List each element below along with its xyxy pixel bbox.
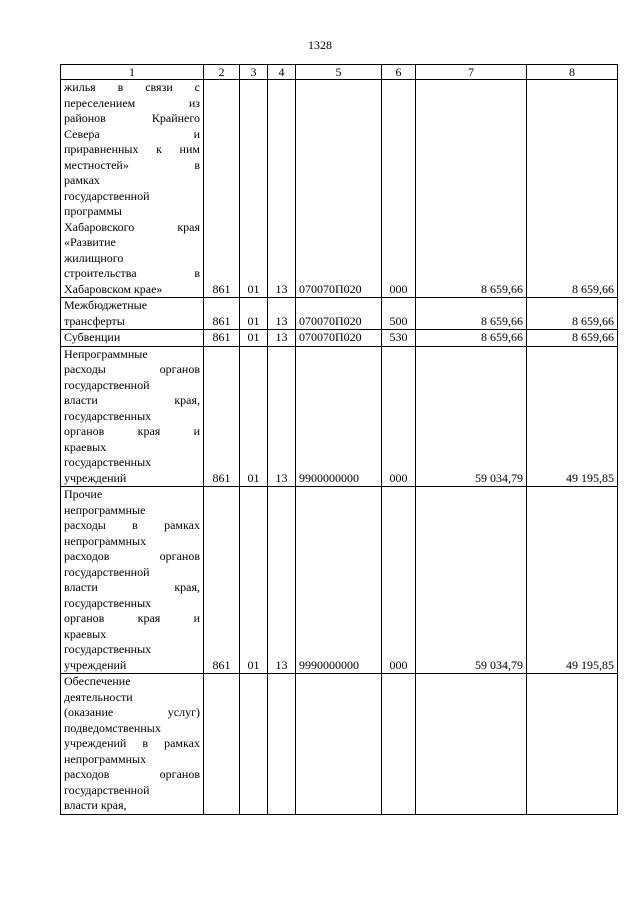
row-name-cell (61, 346, 204, 487)
admin-code-cell (204, 674, 240, 815)
expense-type-cell (382, 674, 416, 815)
row-name-line: органов края и (64, 424, 200, 438)
row-name-line: краевых (64, 439, 107, 454)
row-name-line: переселением из (64, 95, 200, 110)
subsection-cell: 13 (268, 346, 296, 487)
amount-year1-cell: 8 659,66 (416, 298, 527, 330)
row-name-line: жилья в связи с (64, 80, 200, 94)
row-name-cell (61, 80, 204, 298)
row-name-line: Севера и (64, 126, 200, 141)
row-name-cell (61, 487, 204, 674)
amount-year2-cell: 8 659,66 (527, 80, 618, 298)
row-name-line: расходы в рамках (64, 518, 200, 532)
amount-year2-cell: 49 195,85 (527, 487, 618, 674)
row-name-line: расходов органов (64, 549, 200, 563)
section-cell (240, 674, 268, 815)
amount-year2-cell: 8 659,66 (527, 298, 618, 330)
row-name-line: приравненных к ним (64, 142, 200, 156)
row-name-line: Межбюджетные (64, 298, 148, 312)
row-name-line: непрограммных (64, 533, 147, 548)
admin-code-cell: 861 (204, 80, 240, 298)
target-article-cell: 9990000000 (296, 487, 382, 674)
table-row (61, 80, 618, 298)
column-header: 6 (382, 65, 416, 80)
column-header: 7 (416, 65, 527, 80)
amount-year2-cell: 8 659,66 (527, 330, 618, 347)
row-name-line: государственной (64, 564, 150, 579)
row-name-line: государственных (64, 408, 152, 423)
row-name-line: жилищного (64, 250, 124, 265)
amount-year1-cell: 8 659,66 (416, 330, 527, 347)
row-name-line: Непрограммные (64, 346, 148, 361)
row-name-line: Прочие (64, 487, 103, 501)
row-name-line: государственной (64, 188, 150, 203)
row-name-line: государственных (64, 642, 152, 656)
admin-code-cell: 861 (204, 487, 240, 674)
amount-year2-cell (527, 674, 618, 815)
row-name-line: (оказание услуг) (64, 705, 200, 719)
subsection-cell (268, 674, 296, 815)
row-name-line: государственной (64, 782, 150, 797)
expense-type-cell: 500 (382, 298, 416, 330)
row-name-line: государственной (64, 377, 150, 392)
page-number: 1328 (308, 38, 332, 52)
row-name-line: непрограммные (64, 502, 146, 517)
target-article-cell: 070070П020 (296, 330, 382, 347)
row-name-cell (61, 298, 204, 330)
table-row (61, 674, 618, 815)
row-name-line: власти края, (64, 393, 200, 407)
table-row (61, 298, 618, 330)
admin-code-cell: 861 (204, 330, 240, 347)
column-header: 5 (296, 65, 382, 80)
amount-year1-cell: 59 034,79 (416, 346, 527, 487)
row-name-line: краевых (64, 626, 107, 641)
column-header: 3 (240, 65, 268, 80)
budget-table (60, 64, 618, 815)
subsection-cell: 13 (268, 330, 296, 347)
amount-year1-cell: 8 659,66 (416, 80, 527, 298)
section-cell: 01 (240, 346, 268, 487)
row-name-line: местностей» в (64, 157, 200, 172)
row-name-line: рамках (64, 173, 100, 187)
section-cell: 01 (240, 487, 268, 674)
amount-year1-cell (416, 674, 527, 815)
section-cell: 01 (240, 330, 268, 347)
subsection-cell: 13 (268, 298, 296, 330)
admin-code-cell: 861 (204, 346, 240, 487)
target-article-cell (296, 674, 382, 815)
row-name-line: Субвенции (64, 330, 121, 344)
subsection-cell: 13 (268, 80, 296, 298)
target-article-cell: 9900000000 (296, 346, 382, 487)
row-name-line: государственных (64, 455, 152, 469)
row-name-line: власти края, (64, 798, 127, 812)
row-name-line: строительства в (64, 266, 200, 280)
amount-year2-cell: 49 195,85 (527, 346, 618, 487)
column-header: 2 (204, 65, 240, 80)
row-name-line: Хабаровского края (64, 219, 200, 234)
row-name-line: трансферты (64, 313, 125, 328)
row-name-line: учреждений (64, 657, 127, 672)
target-article-cell: 070070П020 (296, 298, 382, 330)
expense-type-cell: 000 (382, 80, 416, 298)
row-name-line: районов Крайнего (64, 111, 200, 125)
row-name-line: «Развитие (64, 235, 116, 249)
expense-type-cell: 530 (382, 330, 416, 347)
admin-code-cell: 861 (204, 298, 240, 330)
row-name-line: учреждений в рамках (64, 736, 200, 750)
row-name-line: подведомственных (64, 720, 161, 735)
section-cell: 01 (240, 298, 268, 330)
section-cell: 01 (240, 80, 268, 298)
row-name-line: расходов органов (64, 767, 200, 781)
column-header: 8 (527, 65, 618, 80)
expense-type-cell: 000 (382, 487, 416, 674)
row-name-line: Обеспечение (64, 674, 131, 688)
header-row (61, 65, 618, 80)
row-name-line: учреждений (64, 470, 127, 485)
table-row (61, 330, 618, 347)
expense-type-cell: 000 (382, 346, 416, 487)
row-name-line: программы (64, 204, 122, 218)
amount-year1-cell: 59 034,79 (416, 487, 527, 674)
row-name-line: Хабаровском крае» (64, 281, 163, 296)
table-row (61, 487, 618, 674)
subsection-cell: 13 (268, 487, 296, 674)
column-header: 1 (61, 65, 204, 80)
row-name-line: власти края, (64, 580, 200, 594)
column-header: 4 (268, 65, 296, 80)
table-row (61, 346, 618, 487)
row-name-line: государственных (64, 595, 152, 610)
row-name-cell (61, 674, 204, 815)
row-name-line: деятельности (64, 689, 133, 704)
row-name-line: непрограммных (64, 751, 147, 766)
row-name-line: расходы органов (64, 362, 200, 376)
target-article-cell: 070070П020 (296, 80, 382, 298)
row-name-line: органов края и (64, 611, 200, 625)
row-name-cell (61, 330, 204, 347)
